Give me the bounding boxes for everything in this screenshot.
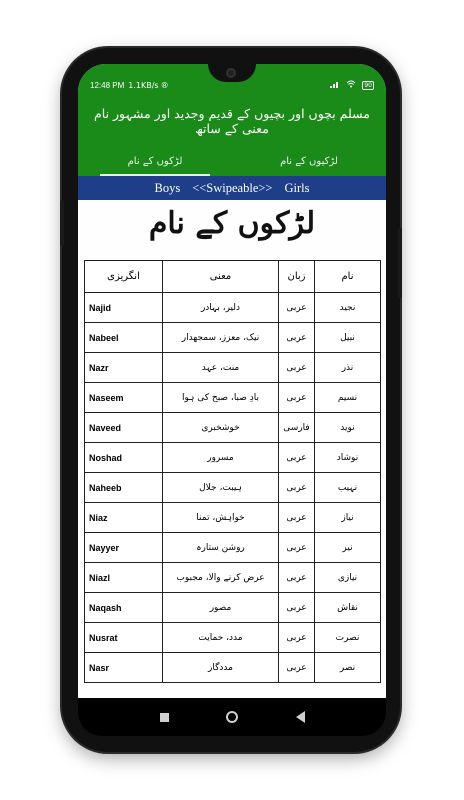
language-cell: فارسی <box>279 413 315 443</box>
urdu-name-cell: نوشاد <box>315 443 381 473</box>
table-row <box>85 293 381 323</box>
urdu-name-cell: نجید <box>315 293 381 323</box>
urdu-name-cell: نیر <box>315 533 381 563</box>
english-name-cell: Naveed <box>85 413 163 443</box>
language-cell: عربی <box>279 353 315 383</box>
meaning-cell: دلیر، بہادر <box>163 293 279 323</box>
back-triangle-icon[interactable] <box>294 711 306 723</box>
urdu-name-cell: نسیم <box>315 383 381 413</box>
tab-bar <box>78 146 386 176</box>
language-cell: عربی <box>279 563 315 593</box>
signal-icon <box>330 80 340 90</box>
table-row <box>85 593 381 623</box>
table-header-row <box>85 261 381 293</box>
urdu-name-cell: نیازی <box>315 563 381 593</box>
battery-icon: 90 <box>364 81 372 89</box>
status-icons <box>330 80 374 90</box>
table-row <box>85 353 381 383</box>
screen <box>78 64 386 698</box>
table-row <box>85 533 381 563</box>
recents-square-icon[interactable] <box>158 711 170 723</box>
header-name: نام <box>315 261 381 293</box>
urdu-name-cell: نقاش <box>315 593 381 623</box>
english-name-cell: Niaz <box>85 503 163 533</box>
table-row <box>85 413 381 443</box>
meaning-cell: ہیبت، جلال <box>163 473 279 503</box>
english-name-cell: Naheeb <box>85 473 163 503</box>
header-meaning: معنی <box>163 261 279 293</box>
power-button <box>398 228 402 298</box>
urdu-name-cell: نوید <box>315 413 381 443</box>
tab-girls-names[interactable]: لڑکیوں کے نام <box>280 155 338 167</box>
english-name-cell: Naseem <box>85 383 163 413</box>
meaning-cell: خواہش، تمنا <box>163 503 279 533</box>
swipe-bar[interactable] <box>78 176 386 200</box>
names-page[interactable] <box>78 200 386 698</box>
sync-icon: ® <box>160 80 169 90</box>
language-cell: عربی <box>279 323 315 353</box>
swipe-girls-label: Girls <box>284 180 310 195</box>
table-row <box>85 383 381 413</box>
meaning-cell: مددگار <box>163 653 279 683</box>
meaning-cell: عرض کرنے والا، مجبوب <box>163 563 279 593</box>
language-cell: عربی <box>279 383 315 413</box>
english-name-cell: Nazr <box>85 353 163 383</box>
language-cell: عربی <box>279 503 315 533</box>
urdu-name-cell: نبیل <box>315 323 381 353</box>
navigation-bar <box>78 698 386 736</box>
table-row <box>85 653 381 683</box>
english-name-cell: Nasr <box>85 653 163 683</box>
app-title: مسلم بچوں اور بچیوں کے قدیم وجدید اور مشہور نام معنی کے ساتھ <box>94 106 370 136</box>
english-name-cell: Nabeel <box>85 323 163 353</box>
header-english: انگریزی <box>85 261 163 293</box>
meaning-cell: منت، عہد <box>163 353 279 383</box>
table-row <box>85 443 381 473</box>
table-row <box>85 473 381 503</box>
language-cell: عربی <box>279 653 315 683</box>
urdu-name-cell: نذر <box>315 353 381 383</box>
english-name-cell: Najid <box>85 293 163 323</box>
status-speed: 1.1KB/s <box>128 80 159 90</box>
meaning-cell: خوشخبری <box>163 413 279 443</box>
language-cell: عربی <box>279 443 315 473</box>
english-name-cell: Noshad <box>85 443 163 473</box>
language-cell: عربی <box>279 293 315 323</box>
language-cell: عربی <box>279 623 315 653</box>
meaning-cell: روشن ستارہ <box>163 533 279 563</box>
meaning-cell: مصور <box>163 593 279 623</box>
meaning-cell: مسرور <box>163 443 279 473</box>
language-cell: عربی <box>279 593 315 623</box>
table-row <box>85 323 381 353</box>
urdu-name-cell: نصرت <box>315 623 381 653</box>
tab-boys-names[interactable]: لڑکوں کے نام <box>78 146 232 176</box>
english-name-cell: Nusrat <box>85 623 163 653</box>
urdu-name-cell: نہیب <box>315 473 381 503</box>
wifi-icon <box>346 80 356 90</box>
meaning-cell: بادِ صبا، صبح کی ہوا <box>163 383 279 413</box>
status-time: 12:48 PM <box>90 80 125 90</box>
home-circle-icon[interactable] <box>226 711 238 723</box>
front-camera-icon <box>226 68 236 78</box>
urdu-name-cell: نیاز <box>315 503 381 533</box>
language-cell: عربی <box>279 533 315 563</box>
urdu-name-cell: نصر <box>315 653 381 683</box>
swipe-boys-label: Boys <box>154 180 181 195</box>
table-row <box>85 503 381 533</box>
english-name-cell: Naqash <box>85 593 163 623</box>
swipe-hint: <<Swipeable>> <box>192 180 273 195</box>
table-row <box>85 623 381 653</box>
page-heading: لڑکوں کے نام <box>148 206 316 241</box>
table-row <box>85 563 381 593</box>
meaning-cell: نیک، معزز، سمجھدار <box>163 323 279 353</box>
language-cell: عربی <box>279 473 315 503</box>
meaning-cell: مدد، حمایت <box>163 623 279 653</box>
names-table <box>84 260 381 683</box>
english-name-cell: Nayyer <box>85 533 163 563</box>
english-name-cell: Niazl <box>85 563 163 593</box>
volume-button <box>60 200 64 246</box>
header-language: زبان <box>279 261 315 293</box>
